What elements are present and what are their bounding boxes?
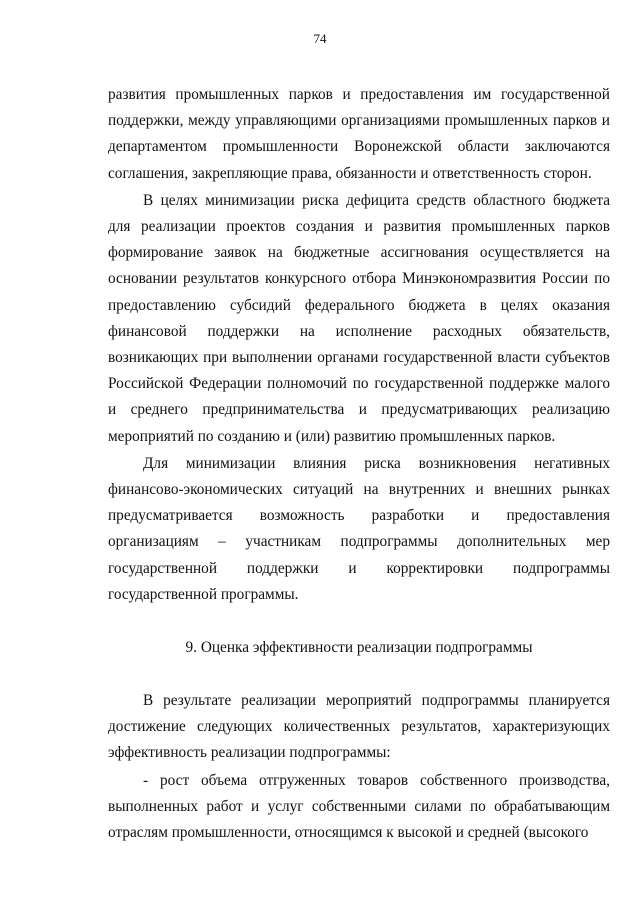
section-heading: 9. Оценка эффективности реализации подпрограммы xyxy=(185,639,533,657)
paragraph-results: В результате реализации мероприятий подпрограммы планируется достижение следующих количественных результатов, характеризующих эффективность реализации подпрограммы: xyxy=(108,692,610,762)
document-body xyxy=(108,82,610,846)
paragraph-result-item: - рост объема отгруженных товаров собственного производства, выполненных работ и услуг собственными силами по обрабатывающим отраслям промышленности, относящимся к высокой и средней (высокого xyxy=(108,771,610,842)
paragraph-continuation: развития промышленных парков и предоставления им государственной поддержки, между управляющими организациями промышленных парков и департаментом промышленности Воронежской области заключаются соглашения, закрепляющие права, обязанности и ответственность сторон. xyxy=(108,86,610,182)
paragraph-budget-risk: В целях минимизации риска дефицита средств областного бюджета для реализации проектов создания и развития промышленных парков формирование заявок на бюджетные ассигнования осуществляется на основании результатов конкурсного отбора Минэкономразвития России по предоставлению субсидий федерального бюджета в целях оказания финансовой поддержки на исполнение расходных обязательств, возникающих при выполнении органами государственной власти субъектов Российской Федерации полномочий по государственной поддержке малого и среднего предпринимательства и предусматривающих реализацию мероприятий по созданию и (или) развитию промышленных парков. xyxy=(108,191,610,445)
paragraph-market-risk: Для минимизации влияния риска возникновения негативных финансово-экономических ситуаций на внутренних и внешних рынках предусматривается возможность разработки и предоставления организациям – участникам подпрограммы дополнительных мер государственной поддержки и корректировки подпрограммы государственной программы. xyxy=(108,454,610,603)
page-number: 74 xyxy=(313,31,327,46)
